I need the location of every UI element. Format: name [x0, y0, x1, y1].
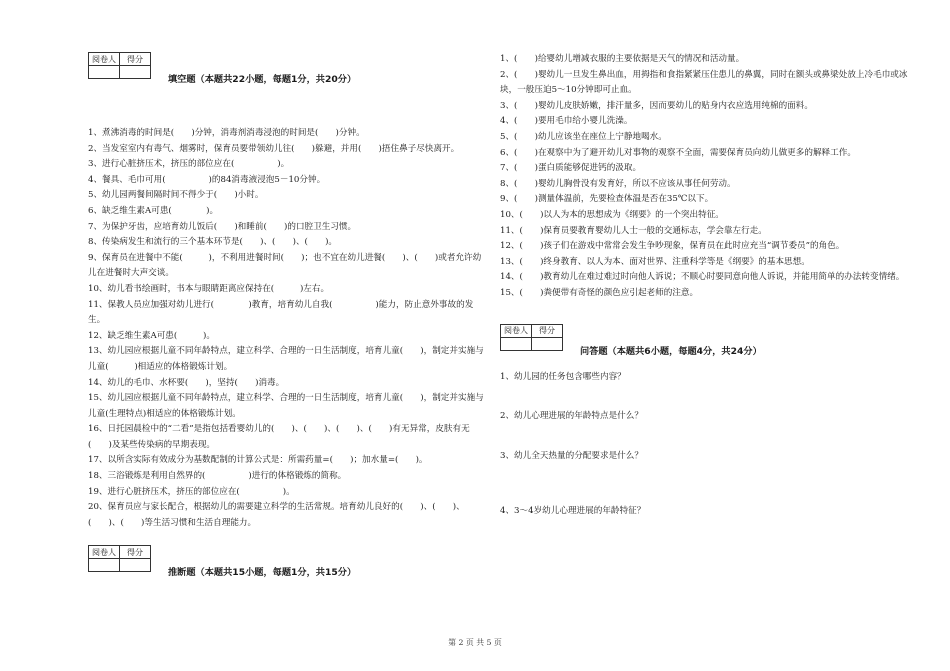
score-cell: 得分	[532, 324, 563, 337]
spacer	[88, 88, 486, 126]
judge-item: 15、( )粪便带有奇怪的颜色应引起老师的注意。	[500, 287, 699, 298]
judge-item: 14、( )教育幼儿在难过难过时向他人诉说；不顺心时要同意向他人诉说，并能用简单的办法转变情绪。	[500, 272, 905, 283]
fill-item: 4、餐具、毛巾可用( )的84消毒液浸泡5－10分钟。	[88, 174, 326, 185]
fill-item: 20、保育员应与家长配合，根据幼儿的需要建立科学的生活常规。培育幼儿良好的( )、( )、( )、( )等生活习惯和生活自理能力。	[88, 502, 465, 528]
reviewer-blank	[89, 66, 120, 79]
judge-item: 3、( )婴幼儿皮肤娇嫩，排汗量多，因而要幼儿的贴身内衣应选用纯棉的面料。	[500, 100, 813, 111]
judge-item: 2、( )婴幼儿一旦发生鼻出血，用拇指和食指紧紧压住患儿的鼻翼，同时在额头或鼻梁处放上冷毛巾或冰块，一般压迫5～10分钟即可止血。	[500, 69, 908, 96]
judge-section-title: 推断题（本题共15小题，每题1分，共15分）	[168, 567, 357, 579]
score-cell: 得分	[120, 53, 151, 66]
essay-item: 4、3～4岁幼儿心理进展的年龄特征？	[500, 506, 646, 517]
score-box	[88, 545, 151, 572]
judge-item: 8、( )婴幼儿胸骨没有发育好，所以不应该从事任何劳动。	[500, 178, 736, 189]
fill-item: 2、当发室室内有毒气、烟雾时，保育员要带领幼儿往( )躲避，并用( )捂住鼻子尽快离开。	[88, 143, 460, 154]
essay-item: 1、幼儿园的任务包含哪些内容？	[500, 371, 626, 382]
fill-section-title: 填空题（本题共22小题，每题1分，共20分）	[168, 74, 357, 85]
fill-item: 16、日托园晨检中的“二看”是指包括看婴幼儿的( )、( )、( )、( )有无异常，皮肤有无( )及某些传染病的早期表现。	[88, 424, 470, 450]
spacer	[500, 360, 912, 370]
score-cell: 得分	[120, 546, 151, 559]
fill-item: 5、幼儿园两餐间隔时间不得少于( )小时。	[88, 190, 264, 201]
score-box	[88, 52, 151, 79]
judge-questions	[500, 52, 912, 302]
judge-section-header	[88, 545, 486, 581]
fill-item: 10、幼儿看书绘画时，书本与眼睛距离应保持在( )左右。	[88, 283, 330, 294]
page-number: 第 2 页 共 5 页	[448, 638, 502, 647]
score-box	[500, 324, 563, 351]
judge-item: 5、( )幼儿应该坐在座位上宁静地喝水。	[500, 131, 667, 142]
reviewer-blank	[89, 559, 120, 572]
fill-item: 11、保教人员应加强对幼儿进行( )教育，培育幼儿自我( )能力，防止意外事故的发生。	[88, 299, 474, 326]
judge-item: 1、( )给婴幼儿增减衣服的主要依据是天气的情况和活动量。	[500, 54, 745, 64]
judge-item: 9、( )测量体温前，先要检查体温是否在35℃以下。	[500, 194, 714, 205]
judge-item: 13、( )终身教育、以人为本、面对世界、注重科学等是《纲要》的基本思想。	[500, 256, 810, 267]
essay-section-header	[500, 324, 912, 360]
essay-questions	[500, 370, 912, 520]
judge-item: 7、( )蛋白质能够促进钙的汲取。	[500, 163, 642, 174]
fill-item: 17、以所含实际有效成分为基数配制的计算公式是：所需药量=( )；加水量=( )。	[88, 455, 428, 466]
left-column	[88, 52, 486, 581]
reviewer-cell: 阅卷人	[89, 546, 120, 559]
fill-item: 9、保育员在进餐中不能( )，不利用进餐时间( )；也不宜在幼儿进餐( )、( )或者允许幼儿在进餐时大声交谈。	[88, 252, 482, 279]
right-column	[500, 52, 912, 544]
judge-item: 6、( )在观察中为了避开幼儿对事物的观察不全面，需要保育员向幼儿做更多的解释工作。	[500, 147, 856, 158]
reviewer-cell: 阅卷人	[501, 324, 532, 337]
score-blank	[120, 559, 151, 572]
fill-item: 6、缺乏维生素A可患( )。	[88, 205, 219, 216]
reviewer-blank	[501, 337, 532, 350]
fill-item: 13、幼儿园应根据儿童不同年龄特点，建立科学、合理的一日生活制度，培育儿童( )，制定并实施与儿童( )相适应的体格锻炼计划。	[88, 346, 484, 372]
fill-item: 15、幼儿园应根据儿童不同年龄特点，建立科学、合理的一日生活制度，培育儿童( )，制定并实施与儿童(生理特点)相适应的体格锻炼计划。	[88, 393, 484, 419]
fill-item: 7、为保护牙齿，应培育幼儿饭后( )和睡前( )的口腔卫生习惯。	[88, 221, 357, 232]
reviewer-cell: 阅卷人	[89, 53, 120, 66]
score-blank	[532, 337, 563, 350]
judge-item: 12、( )孩子们在游戏中常常会发生争吵现象，保育员在此时应充当“调节委员”的角色。	[500, 241, 845, 252]
score-blank	[120, 66, 151, 79]
essay-item: 3、幼儿全天热量的分配要求是什么？	[500, 450, 643, 461]
essay-section-title: 问答题（本题共6小题，每题4分，共24分）	[580, 345, 762, 357]
fill-item: 14、幼儿的毛巾、水杯要( )，坚持( )消毒。	[88, 377, 285, 388]
fill-questions	[88, 126, 486, 531]
fill-item: 1、煮沸消毒的时间是( )分钟，消毒剂消毒浸泡的时间是( )分钟。	[88, 128, 365, 138]
spacer	[500, 302, 912, 324]
judge-item: 10、( )以人为本的思想成为《纲要》的一个突出特征。	[500, 209, 724, 220]
fill-item: 8、传染病发生和流行的三个基本环节是( )、( )、( )。	[88, 237, 338, 248]
fill-item: 18、三浴锻炼是利用自然界的( )进行的体格锻炼的简称。	[88, 471, 347, 482]
fill-item: 12、缺乏维生素A可患( )。	[88, 330, 215, 341]
fill-section-header	[88, 52, 486, 88]
judge-item: 4、( )要用毛巾给小婴儿洗澡。	[500, 116, 633, 127]
judge-item: 11、( )保育员要教育婴幼儿人士一般的交通标志，学会靠左行走。	[500, 225, 767, 236]
spacer	[88, 531, 486, 545]
fill-item: 3、进行心脏挤压术，挤压的部位应在( )。	[88, 159, 290, 170]
fill-item: 19、进行心脏挤压术，挤压的部位应在( )。	[88, 486, 295, 497]
essay-item: 2、幼儿心理进展的年龄特点是什么？	[500, 411, 643, 422]
